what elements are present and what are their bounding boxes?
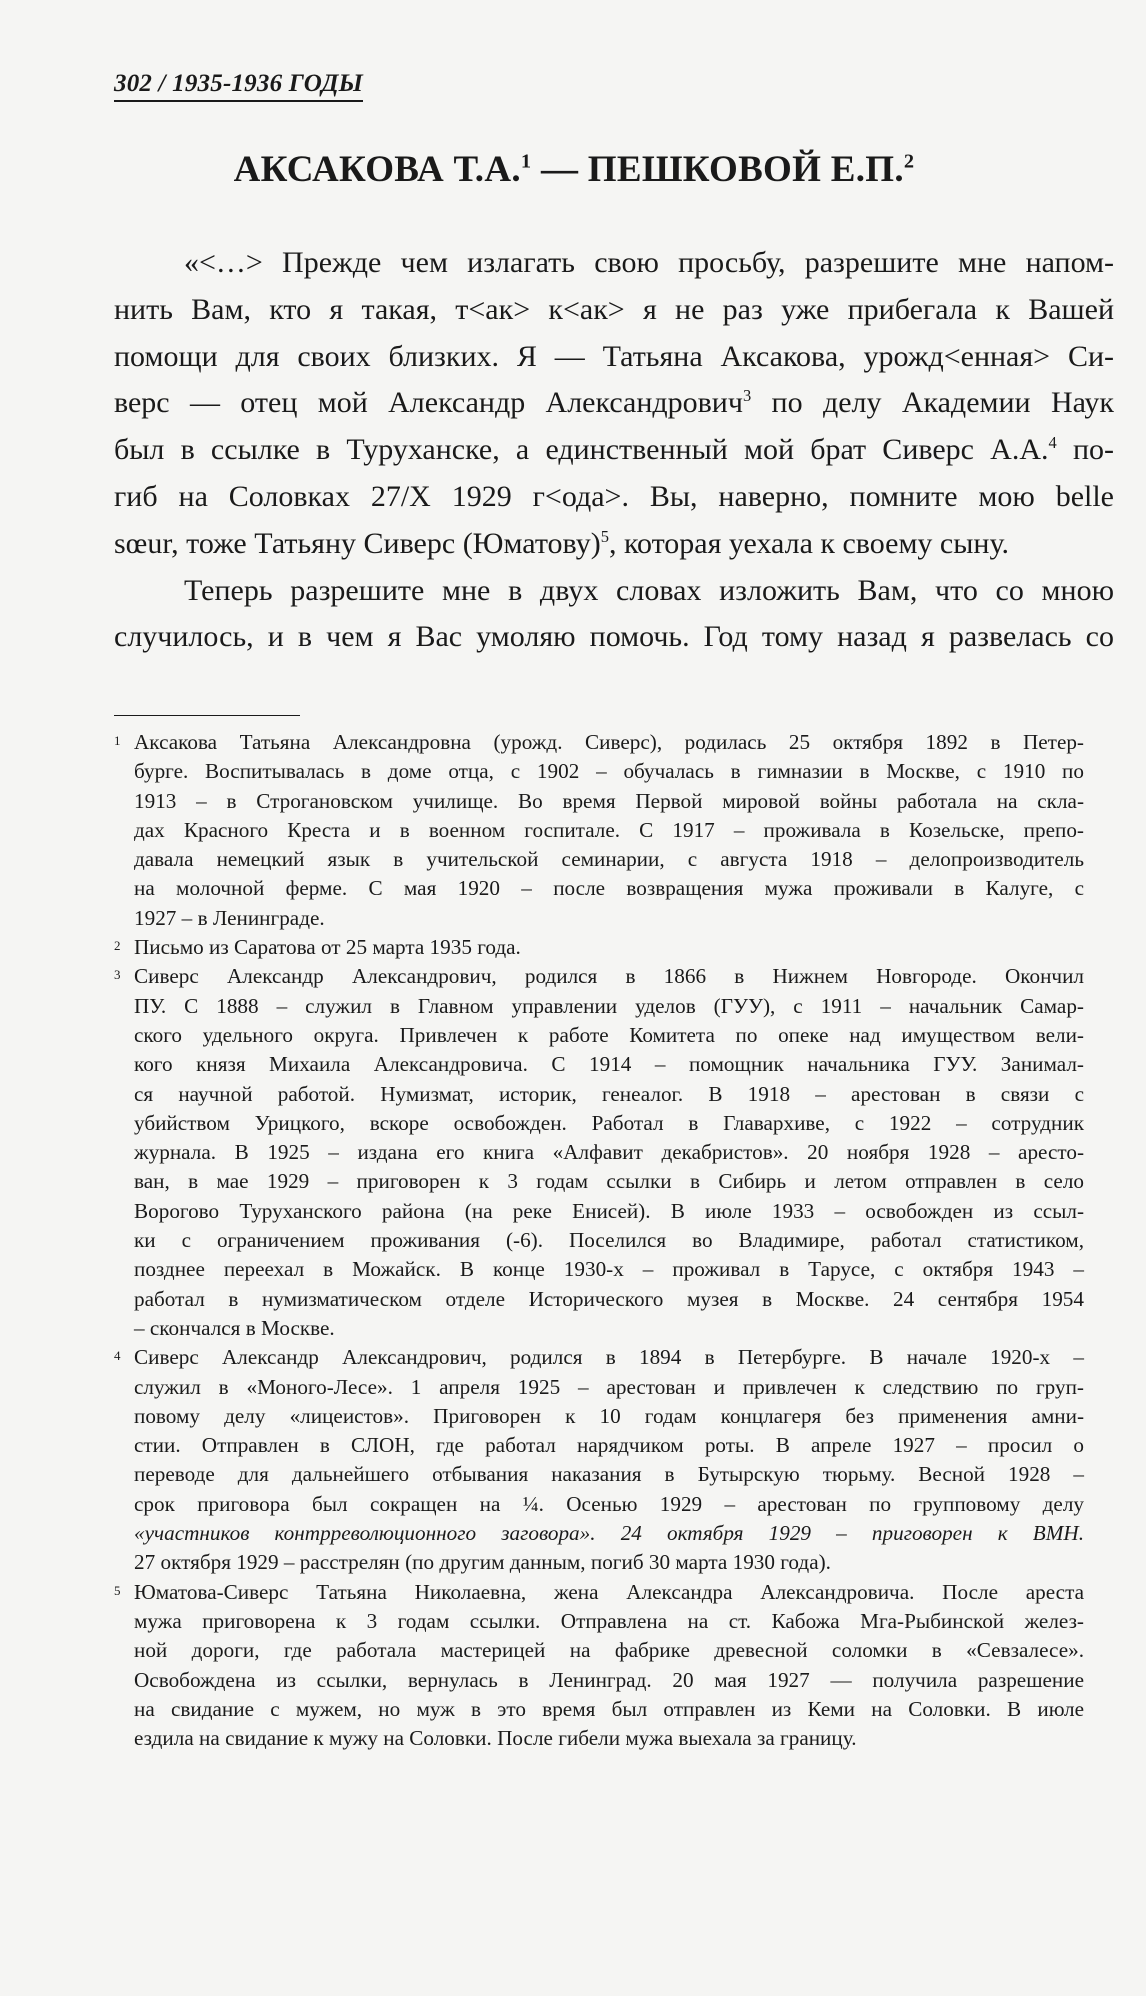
body-line: верс — отец мой Александр Александрович$^3$ по делу Академии Наук — [114, 386, 1114, 420]
footnote-line: срок приговора был сокращен на ¼. Осенью 1929 – арестован по групповому делу — [134, 1491, 1084, 1516]
footnote-line: журнала. В 1925 – издана его книга «Алфавит декабристов». 20 ноября 1928 – аресто- — [134, 1140, 1084, 1165]
footnote-line: повому делу «лицеистов». Приговорен к 10 годам концлагеря без применения амни- — [134, 1403, 1084, 1428]
footnote-line: переводе для дальнейшего отбывания наказания в Бутырскую тюрьму. Весной 1928 – — [134, 1462, 1084, 1487]
footnote-line: 1927 – в Ленинграде. — [134, 905, 325, 930]
footnote-line: Ворогово Туруханского района (на реке Енисей). В июле 1933 – освобожден из ссыл- — [134, 1198, 1084, 1223]
body-line: случилось, и в чем я Вас умоляю помочь. Год тому назад я развелась со — [114, 620, 1114, 654]
footnote-3 — [114, 962, 1084, 1343]
footnote-line: ки с ограничением проживания (-6). Поселился во Владимире, работал статистиком, — [134, 1228, 1084, 1253]
footnote-number: 5 — [114, 1582, 121, 1598]
footnote-line: ной дороги, где работала мастерицей на фабрике древесной соломки в «Севзалесе». — [134, 1638, 1084, 1663]
footnote-line: мужа приговорена к 3 годам ссылки. Отправлена на ст. Кабожа Мга-Рыбинской желез- — [134, 1608, 1084, 1633]
footnote-line: Сиверс Александр Александрович, родился в 1866 в Нижнем Новгороде. Окончил — [134, 964, 1084, 989]
footnote-line: служил в «Моного-Лесе». 1 апреля 1925 – арестован и привлечен к следствию по груп- — [134, 1374, 1084, 1399]
footnotes — [114, 728, 1084, 1753]
footnote-line: дах Красного Креста и в военном госпитале. С 1917 – проживала в Козельске, препо- — [134, 817, 1084, 842]
body-line: «<…> Прежде чем излагать свою просьбу, разрешите мне напом- — [184, 246, 1114, 279]
footnote-line: ПУ. С 1888 – служил в Главном управлении уделов (ГУУ), с 1911 – начальник Самар- — [134, 993, 1084, 1018]
footnote-1 — [114, 728, 1084, 933]
footnote-line: 1913 – в Строгановском училище. Во время Первой мировой войны работала на скла- — [134, 788, 1084, 813]
footnote-ref-5[interactable]: 5 — [600, 526, 609, 546]
footnote-line: Сиверс Александр Александрович, родился в 1894 в Петербурге. В начале 1920-х – — [134, 1345, 1084, 1370]
footnote-line: давала немецкий язык в учительской семинарии, с августа 1918 – делопроизводитель — [134, 847, 1084, 872]
title-author: АКСАКОВА Т.А. — [233, 149, 521, 190]
footnote-line: Аксакова Татьяна Александровна (урожд. Сиверс), родилась 25 октября 1892 в Петер- — [134, 730, 1084, 754]
footnote-number: 1 — [114, 733, 121, 748]
footnote-line: Юматова-Сиверс Татьяна Николаевна, жена Александра Александровича. После ареста — [134, 1579, 1084, 1604]
footnote-line: на свидание с мужем, но муж в это время был отправлен из Кеми на Соловки. В июле — [134, 1696, 1084, 1721]
title-recipient: — ПЕШКОВОЙ Е.П. — [531, 149, 904, 190]
footnote-number: 4 — [114, 1348, 121, 1364]
footnote-line: стии. Отправлен в СЛОН, где работал нарядчиком роты. В апреле 1927 – просил о — [134, 1433, 1084, 1458]
footnote-5 — [114, 1578, 1084, 1754]
footnote-4 — [114, 1343, 1084, 1577]
footnote-line: позднее переехал в Можайск. В конце 1930-х – проживал в Тарусе, с октября 1943 – — [134, 1257, 1084, 1282]
body-line: помощи для своих близких. Я — Татьяна Аксакова, урожд<енная> Си- — [114, 339, 1114, 373]
footnote-line: на молочной ферме. С мая 1920 – после возвращения мужа проживали в Калуге, с — [134, 876, 1084, 901]
footnote-ref-2[interactable]: 2 — [903, 150, 915, 173]
footnote-line: Письмо из Саратова от 25 марта 1935 года. — [134, 935, 521, 960]
footnote-line: бурге. Воспитывалась в доме отца, с 1902 – обучалась в гимназии в Москве, с 1910 по — [134, 759, 1084, 784]
footnote-number: 3 — [114, 967, 121, 983]
body-line: Теперь разрешите мне в двух словах изложить Вам, что со мною — [184, 573, 1114, 607]
body-line: нить Вам, кто я такая, т<ак> к<ак> я не раз уже прибегала к Вашей — [114, 292, 1114, 326]
footnote-line: работал в нумизматическом отделе Исторического музея в Москве. 24 сентября 1954 — [134, 1286, 1084, 1311]
footnote-line: убийством Урицкого, вскоре освобожден. Работал в Главархиве, с 1922 – сотрудник — [134, 1110, 1084, 1135]
footnote-line: Освобождена из ссылки, вернулась в Ленинград. 20 мая 1927 — получила разрешение — [134, 1667, 1084, 1692]
footnote-line: 27 октября 1929 – расстрелян (по другим данным, погиб 30 марта 1930 года). — [134, 1550, 831, 1575]
footnote-line: ся научной работой. Нумизмат, историк, генеалог. В 1918 – арестован в связи с — [134, 1081, 1084, 1106]
footnote-line: ского удельного округа. Привлечен к работе Комитета по опеке над имуществом вели- — [134, 1022, 1084, 1047]
footnote-line: ездила на свидание к мужу на Соловки. После гибели мужа выехала за границу. — [134, 1726, 857, 1751]
footnote-ref-3[interactable]: 3 — [742, 386, 752, 406]
footnote-divider — [114, 715, 300, 716]
running-head: 302 / 1935-1936 ГОДЫ — [114, 70, 363, 102]
letter-title — [114, 148, 1034, 191]
letter-body — [114, 240, 1114, 661]
footnote-2 — [114, 933, 1084, 962]
body-line: был в ссылке в Туруханске, а единственный мой брат Сиверс А.А.$^4$ по- — [114, 433, 1114, 467]
body-line: гиб на Соловках 27/X 1929 г<ода>. Вы, наверно, помните мою belle — [114, 479, 1114, 513]
footnote-line: ван, в мае 1929 – приговорен к 3 годам ссылки в Сибирь и летом отправлен в село — [134, 1169, 1084, 1194]
footnote-line: «участников контрреволюционного заговора». 24 октября 1929 – приговорен к ВМН. — [134, 1521, 1084, 1546]
body-line: sœur, тоже Татьяну Сиверс (Юматову)$^5$, которая уехала к своему сыну. — [114, 526, 1009, 560]
footnote-ref-4[interactable]: 4 — [1048, 433, 1057, 453]
footnote-line: – скончался в Москве. — [134, 1315, 335, 1340]
footnote-line: кого князя Михаила Александровича. С 1914 – помощник начальника ГУУ. Занимал- — [134, 1052, 1084, 1077]
footnote-ref-1[interactable]: 1 — [520, 150, 532, 173]
footnote-number: 2 — [114, 938, 121, 954]
